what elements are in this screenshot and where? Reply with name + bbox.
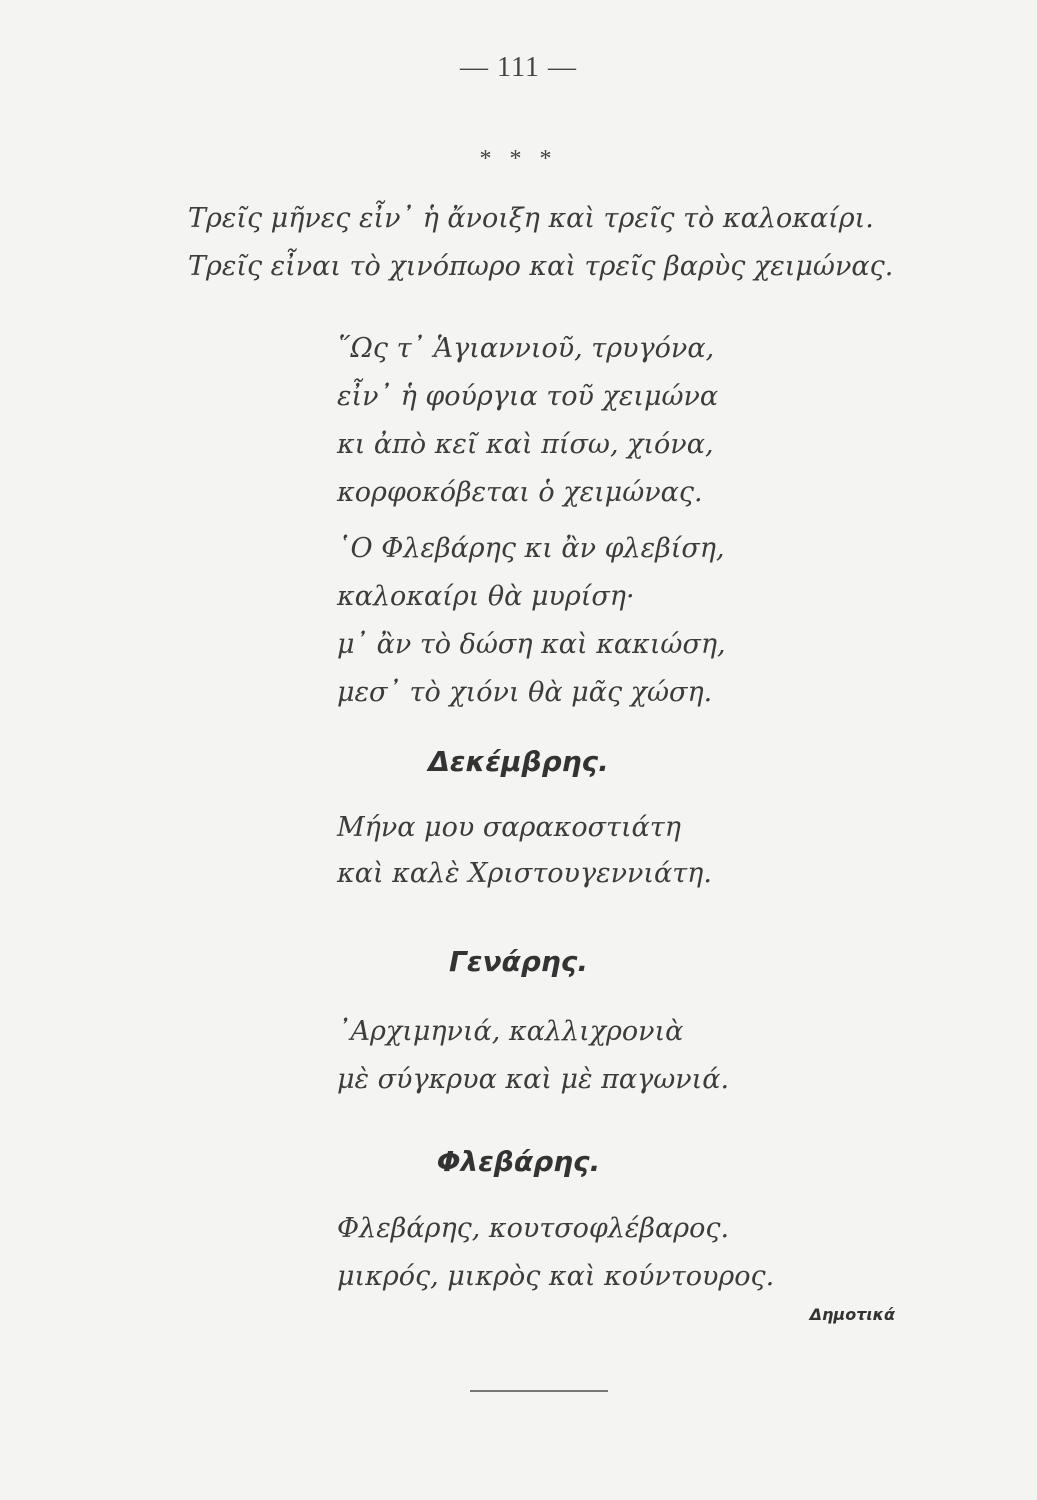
verse-line: εἶν᾽ ἡ φούργια τοῦ χειμώνα <box>337 381 719 412</box>
stanza-intro <box>188 195 893 291</box>
verse-line: Τρεῖς εἶναι τὸ χινόπωρο καὶ τρεῖς βαρὺς χειμώνας. <box>188 251 894 282</box>
verse-line: ῾Ο Φλεβάρης κι ἂν φλεβίση, <box>337 533 725 564</box>
page-number: — 111 — <box>460 52 577 83</box>
heading-flevaris: Φλεβάρης. <box>436 1145 601 1178</box>
verse-line: καλοκαίρι θὰ μυρίση· <box>337 581 635 612</box>
stanza-flevaris <box>337 525 726 717</box>
verse-line: ᾽Αρχιμηνιά, καλλιχρονιὰ <box>337 1016 684 1047</box>
verse-line: μ᾽ ἂν τὸ δώση καὶ κακιώση, <box>337 629 726 660</box>
verse-line: μὲ σύγκρυα καὶ μὲ παγωνιά. <box>337 1064 730 1095</box>
verse-line: μικρός, μικρὸς καὶ κούντουρος. <box>337 1261 775 1292</box>
stanza-flevaris-short <box>337 1205 774 1301</box>
verse-line: μεσ᾽ τὸ χιόνι θὰ μᾶς χώση. <box>337 677 713 708</box>
verse-line: Φλεβάρης, κουτσοφλέβαρος. <box>337 1213 730 1244</box>
verse-line: Τρεῖς μῆνες εἶν᾽ ἡ ἄνοιξη καὶ τρεῖς τὸ καλοκαίρι. <box>188 203 874 234</box>
verse-line: Μήνα μου σαρακοστιάτη <box>337 812 681 843</box>
stanza-dekemvris <box>337 805 712 897</box>
verse-line: κι ἀπὸ κεῖ καὶ πίσω, χιόνα, <box>337 429 714 460</box>
verse-line: καὶ καλὲ Χριστουγεννιάτη. <box>337 858 712 889</box>
bottom-rule <box>470 1390 608 1392</box>
verse-line: ῞Ως τ᾽ Ἁγιαννιοῦ, τρυγόνα, <box>337 333 715 364</box>
verse-line: κορφοκόβεται ὁ χειμώνας. <box>337 477 703 508</box>
stanza-genaris <box>337 1008 729 1104</box>
section-separator: * * * <box>479 146 558 172</box>
source-attribution: Δημοτικά <box>809 1305 895 1324</box>
stanza-agianniou <box>337 325 718 517</box>
heading-genaris: Γενάρης. <box>449 945 588 978</box>
heading-dekemvris: Δεκέμβρης. <box>428 745 609 778</box>
